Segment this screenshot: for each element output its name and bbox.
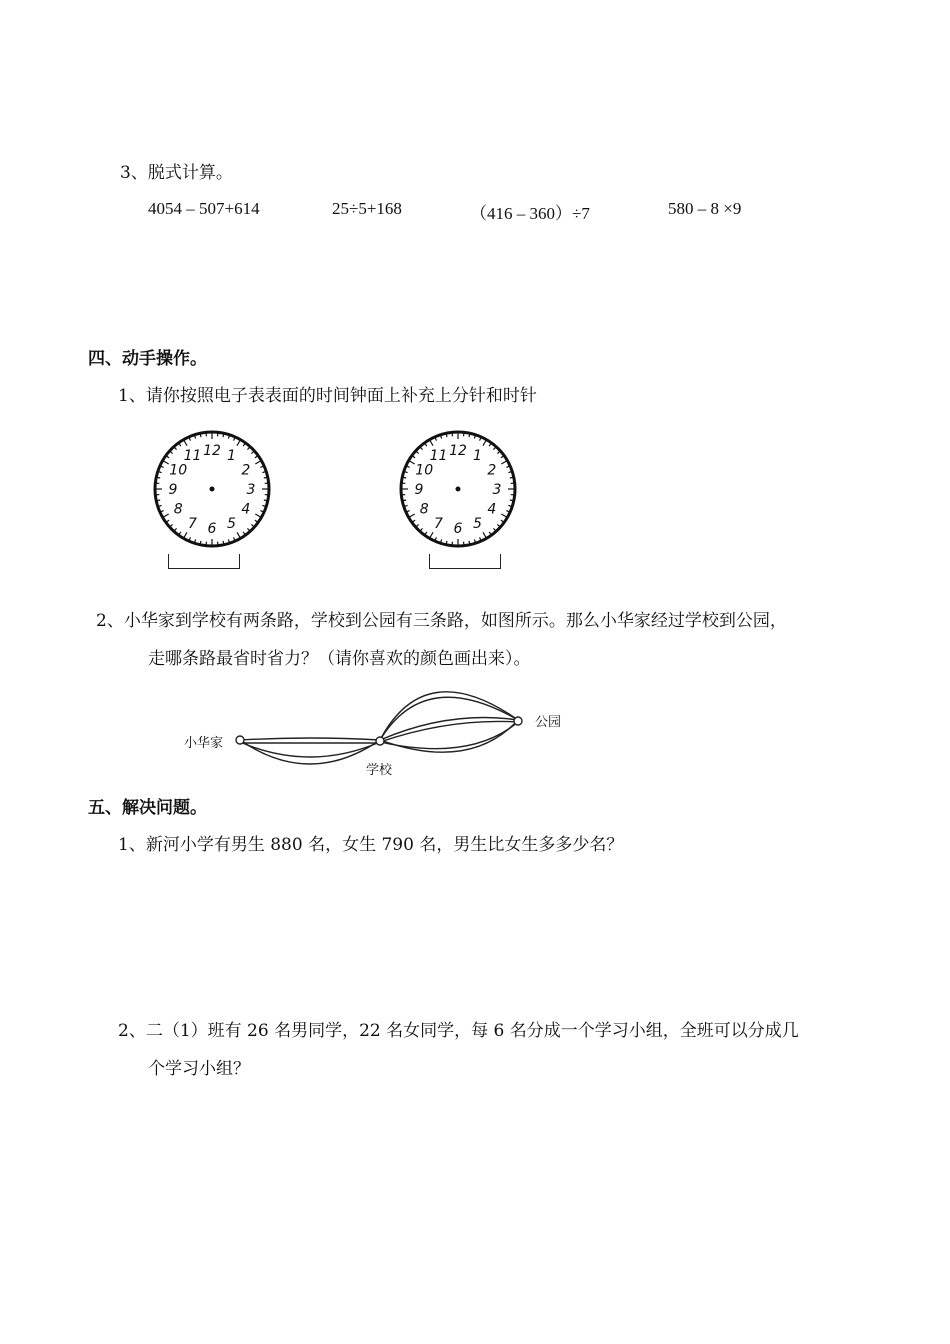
clock-number: 12	[449, 443, 467, 459]
clock-number: 8	[173, 501, 183, 518]
clock-tick	[403, 477, 406, 478]
clock-number: 8	[419, 501, 429, 518]
time-answer-box-left[interactable]	[168, 554, 240, 569]
clock-number: 1	[473, 448, 482, 465]
section-4-question-2-line-1: 2、小华家到学校有两条路，学校到公园有三条路，如图所示。那么小华家经过学校到公园，	[96, 611, 787, 631]
question-3-title: 3、脱式计算。	[120, 163, 233, 183]
route-diagram[interactable]	[170, 680, 590, 785]
clock-tick	[223, 541, 224, 544]
clock-center	[456, 487, 461, 492]
clock-tick	[469, 541, 470, 544]
clock-face-left[interactable]	[147, 424, 277, 554]
clock-number: 5	[473, 515, 482, 532]
clock-tick	[264, 477, 267, 478]
home-point	[236, 736, 244, 744]
section-5-question-1: 1、新河小学有男生 880 名，女生 790 名，男生比女生多多少名？	[118, 835, 624, 855]
clock-face-right[interactable]	[393, 424, 523, 554]
clock-tick	[264, 500, 267, 501]
clock-number: 2	[487, 462, 497, 479]
clock-number: 9	[168, 482, 178, 498]
expression-2: 25÷5+168	[332, 199, 402, 218]
clock-tick	[469, 434, 470, 437]
home-label: 小华家	[184, 736, 224, 751]
section-5-heading: 五、解决问题。	[88, 798, 207, 818]
clock-number: 6	[207, 521, 217, 537]
section-5-question-2-line-2: 个学习小组？	[148, 1059, 250, 1079]
clock-tick	[403, 500, 406, 501]
section-5-question-2-line-1: 2、二（1）班有 26 名男同学，22 名女同学，每 6 名分成一个学习小组，全班可以分成几	[118, 1021, 799, 1041]
clock-number: 3	[492, 482, 502, 498]
clock-number: 7	[188, 515, 197, 532]
clock-number: 9	[414, 482, 424, 498]
clock-number: 10	[169, 462, 188, 479]
park-label: 公园	[535, 715, 562, 730]
school-label: 学校	[366, 763, 393, 778]
school-point	[376, 737, 384, 745]
clock-number: 10	[415, 462, 434, 479]
clock-number: 4	[241, 501, 251, 518]
clock-number: 4	[487, 501, 497, 518]
time-answer-box-right[interactable]	[429, 554, 501, 569]
clock-number: 11	[183, 448, 202, 465]
clock-number: 11	[429, 448, 448, 465]
clock-number: 6	[453, 521, 463, 537]
clock-tick	[446, 541, 447, 544]
clock-tick	[510, 500, 513, 501]
clock-tick	[446, 434, 447, 437]
road-school-park-top[interactable]	[380, 692, 518, 740]
section-4-heading: 四、动手操作。	[88, 349, 207, 369]
clock-number: 3	[246, 482, 256, 498]
clock-tick	[157, 500, 160, 501]
clock-number: 1	[227, 448, 236, 465]
section-4-question-1: 1、请你按照电子表表面的时间钟面上补充上分针和时针	[118, 386, 537, 406]
clock-number: 7	[434, 515, 443, 532]
clock-tick	[200, 541, 201, 544]
clock-number: 5	[227, 515, 236, 532]
clock-tick	[157, 477, 160, 478]
park-point	[514, 717, 522, 725]
clock-tick	[223, 434, 224, 437]
section-4-question-2-line-2: 走哪条路最省时省力？（请你喜欢的颜色画出来）。	[148, 649, 531, 669]
clock-tick	[200, 434, 201, 437]
clock-number: 2	[241, 462, 251, 479]
clock-center	[210, 487, 215, 492]
expression-3: （416 – 360）÷7	[470, 204, 590, 223]
expression-1: 4054 – 507+614	[148, 199, 260, 218]
expression-4: 580 – 8 ×9	[668, 199, 742, 218]
clock-tick	[510, 477, 513, 478]
clock-number: 12	[203, 443, 221, 459]
road-home-school-upper[interactable]	[240, 738, 380, 740]
